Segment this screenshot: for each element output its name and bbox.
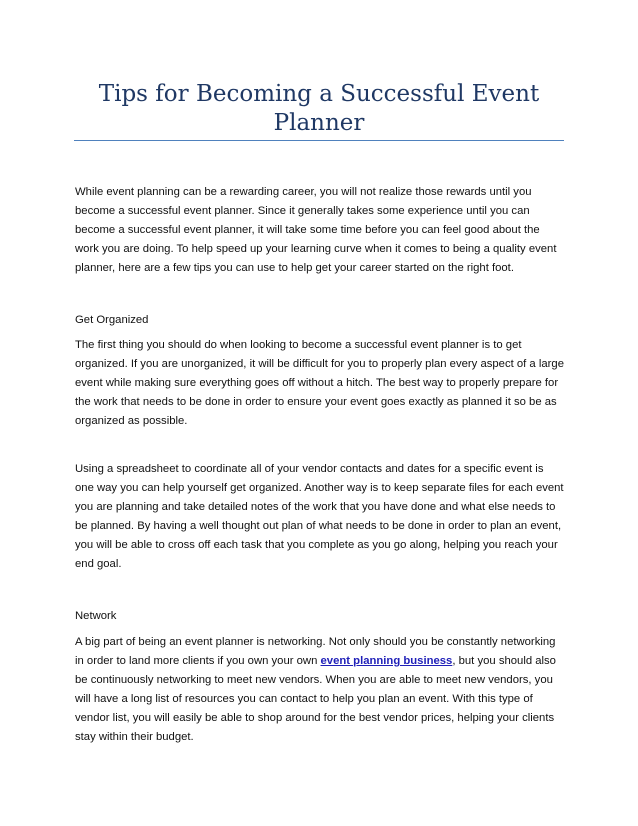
section-heading-network: Network (75, 610, 117, 622)
intro-paragraph: While event planning can be a rewarding career, you will not realize those rewards until you become a successful event planner. Since it generally takes some experience until you can become a successful event planner, it will take some time before you can feel good about the work you are doing. To help speed up your learning curve when it comes to being a quality event planner, here are a few tips you can use to help get your career started on the right foot. (75, 186, 557, 274)
network-paragraph-text-start: A big part of being an event planner is networking. Not only should you be constantly networking in order to land more clients if you own your own (75, 636, 556, 667)
title-underline-divider (74, 140, 564, 141)
network-paragraph-text-end: , but you should also be continuously networking to meet new vendors. When you are able to meet new vendors, you will have a long list of resources you can contact to help you plan an event. With this type of vendor list, you will easily be able to shop around for the best vendor prices, helping your clients stay within their budget. (75, 655, 556, 743)
get-organized-paragraph-1: The first thing you should do when looking to become a successful event planner is to get organized. If you are unorganized, it will be difficult for you to properly plan every aspect of a large event while making sure everything goes off without a hitch. The best way to properly prepare for the work that needs to be done in order to ensure your event goes exactly as planned it so be as organized as possible. (75, 339, 564, 427)
document-title: Tips for Becoming a Successful Event Planner (98, 81, 540, 136)
get-organized-paragraph-2: Using a spreadsheet to coordinate all of your vendor contacts and dates for a specific event is one way you can help yourself get organized. Another way is to keep separate files for each event you are planning and take detailed notes of the work that you have done and what else needs to be planned. By having a well thought out plan of what needs to be done in order to plan an event, you will be able to cross off each task that you complete as you go along, helping you reach your end goal. (75, 463, 564, 570)
network-paragraph (75, 633, 565, 747)
section-heading-get-organized: Get Organized (75, 314, 149, 326)
event-planning-business-link[interactable]: event planning business (320, 655, 453, 667)
